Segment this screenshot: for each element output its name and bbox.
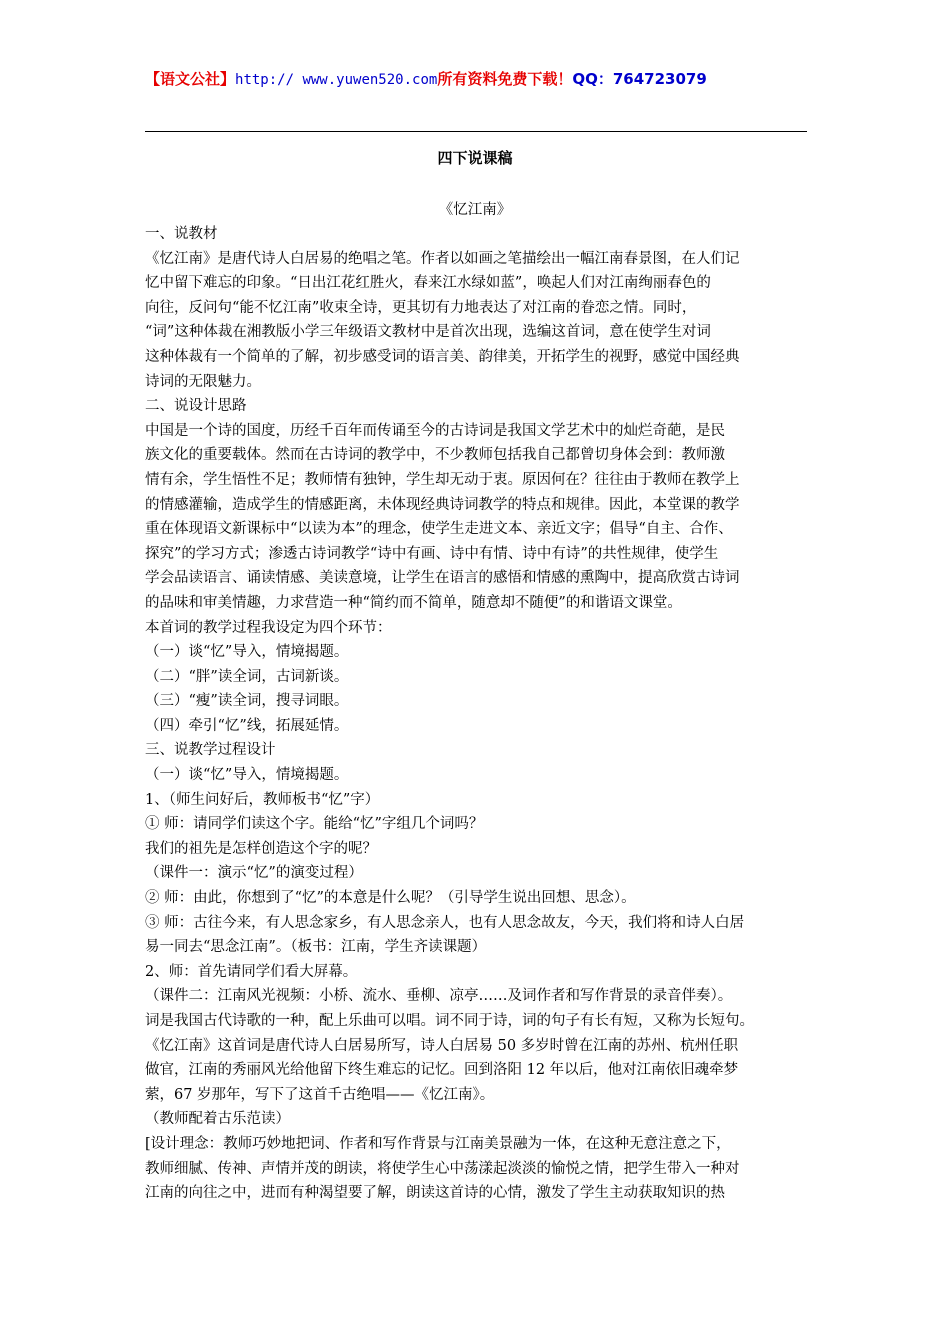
document-body	[145, 222, 810, 1206]
text-line: 本首词的教学过程我设定为四个环节：	[145, 619, 392, 636]
site-tagline: 所有资料免费下载！	[437, 70, 573, 88]
text-line: 中国是一个诗的国度，历经千百年而传诵至今的古诗词是我国文学艺术中的灿烂奇葩，是民	[145, 422, 725, 439]
text-line: 江南的向往之中，进而有种渴望要了解，朗读这首诗的心情，激发了学生主动获取知识的热	[145, 1185, 725, 1202]
text-line: （课件一：演示“忆”的演变过程）	[145, 865, 363, 882]
site-header	[145, 66, 805, 92]
text-line: 做官，江南的秀丽风光给他留下终生难忘的记忆。回到洛阳 12 年以后，他对江南依旧魂牵梦	[145, 1062, 739, 1079]
text-line: 重在体现语文新课标中“以读为本”的理念，使学生走进文本、亲近文字；倡导“自主、合作、	[145, 521, 733, 538]
text-line: （三）“瘦”读全词，搜寻词眼。	[145, 693, 349, 710]
text-line: 忆中留下难忘的印象。“日出江花红胜火，春来江水绿如蓝”，唤起人们对江南绚丽春色的	[145, 275, 711, 292]
text-line: 1、（师生问好后，教师板书“忆”字）	[145, 791, 380, 808]
text-line: 二、说设计思路	[145, 398, 247, 415]
text-line: 《忆江南》这首词是唐代诗人白居易所写，诗人白居易 50 多岁时曾在江南的苏州、杭州任职	[145, 1037, 739, 1054]
text-line: 三、说教学过程设计	[145, 742, 276, 759]
page-title: 四下说课稿	[437, 149, 513, 167]
text-line: 情有余，学生悟性不足；教师情有独钟，学生却无动于衷。原因何在？往往由于教师在教学上	[145, 471, 740, 488]
text-line: 《忆江南》是唐代诗人白居易的绝唱之笔。作者以如画之笔描绘出一幅江南春景图，在人们记	[145, 250, 740, 267]
text-line: 的情感灌输，造成学生的情感距离，未体现经典诗词教学的特点和规律。因此，本堂课的教学	[145, 496, 740, 513]
text-line: （课件二：江南风光视频：小桥、流水、垂柳、凉亭……及词作者和写作背景的录音伴奏）。	[145, 988, 733, 1005]
text-line: （四）牵引“忆”线，拓展延情。	[145, 717, 349, 734]
text-line: 族文化的重要载体。然而在古诗词的教学中，不少教师包括我自己都曾切身体会到：教师激	[145, 447, 725, 464]
site-url-link[interactable]: http:// www.yuwen520.com	[235, 72, 438, 88]
text-line: 教师细腻、传神、声情并茂的朗读，将使学生心中荡漾起淡淡的愉悦之情，把学生带入一种对	[145, 1160, 740, 1177]
header-divider	[145, 131, 807, 132]
text-line: （一）谈“忆”导入，情境揭题。	[145, 767, 349, 784]
text-line: （二）“胖”读全词，古词新谈。	[145, 668, 349, 685]
text-line: ② 师：由此，你想到了“忆”的本意是什么呢？（引导学生说出回想、思念）。	[145, 890, 636, 907]
site-qq: QQ：764723079	[572, 70, 707, 88]
text-line: 我们的祖先是怎样创造这个字的呢？	[145, 840, 377, 857]
text-line: ① 师：请同学们读这个字。能给“忆”字组几个词吗？	[145, 816, 484, 833]
text-line: 的品味和审美情趣，力求营造一种“简约而不简单，随意却不随便”的和谐语文课堂。	[145, 594, 682, 611]
text-line: 词是我国古代诗歌的一种，配上乐曲可以唱。词不同于诗，词的句子有长有短，又称为长短句。	[145, 1013, 754, 1029]
text-line: “词”这种体裁在湘教版小学三年级语文教材中是首次出现，选编这首词，意在使学生对词	[145, 324, 711, 341]
text-line: （一）谈“忆”导入，情境揭题。	[145, 644, 349, 661]
text-line: [设计理念：教师巧妙地把词、作者和写作背景与江南美景融为一体，在这种无意注意之下，	[145, 1135, 731, 1152]
text-line: 2、师：首先请同学们看大屏幕。	[145, 963, 358, 980]
text-line: （教师配着古乐范读）	[145, 1111, 290, 1128]
text-line: 萦，67 岁那年，写下了这首千古绝唱——《忆江南》。	[145, 1086, 495, 1103]
text-line: 学会品读语言、诵读情感、美读意境，让学生在语言的感悟和情感的熏陶中，提高欣赏古诗词	[145, 570, 740, 587]
text-line: 一、说教材	[145, 226, 218, 242]
site-brand: 【语文公社】	[145, 70, 236, 88]
text-line: 诗词的无限魅力。	[145, 373, 261, 390]
text-line: 这种体裁有一个简单的了解，初步感受词的语言美、韵律美，开拓学生的视野，感觉中国经典	[145, 348, 740, 365]
page-subtitle: 《忆江南》	[438, 202, 512, 218]
text-line: ③ 师：古往今来，有人思念家乡，有人思念亲人，也有人思念故友，今天，我们将和诗人白居	[145, 914, 745, 931]
text-line: 探究”的学习方式；渗透古诗词教学“诗中有画、诗中有情、诗中有诗”的共性规律，使学生	[145, 545, 719, 562]
text-line: 易一同去“思念江南”。（板书：江南，学生齐读课题）	[145, 939, 487, 956]
text-line: 向往，反问句“能不忆江南”收束全诗，更其切有力地表达了对江南的眷恋之情。同时，	[145, 299, 697, 316]
